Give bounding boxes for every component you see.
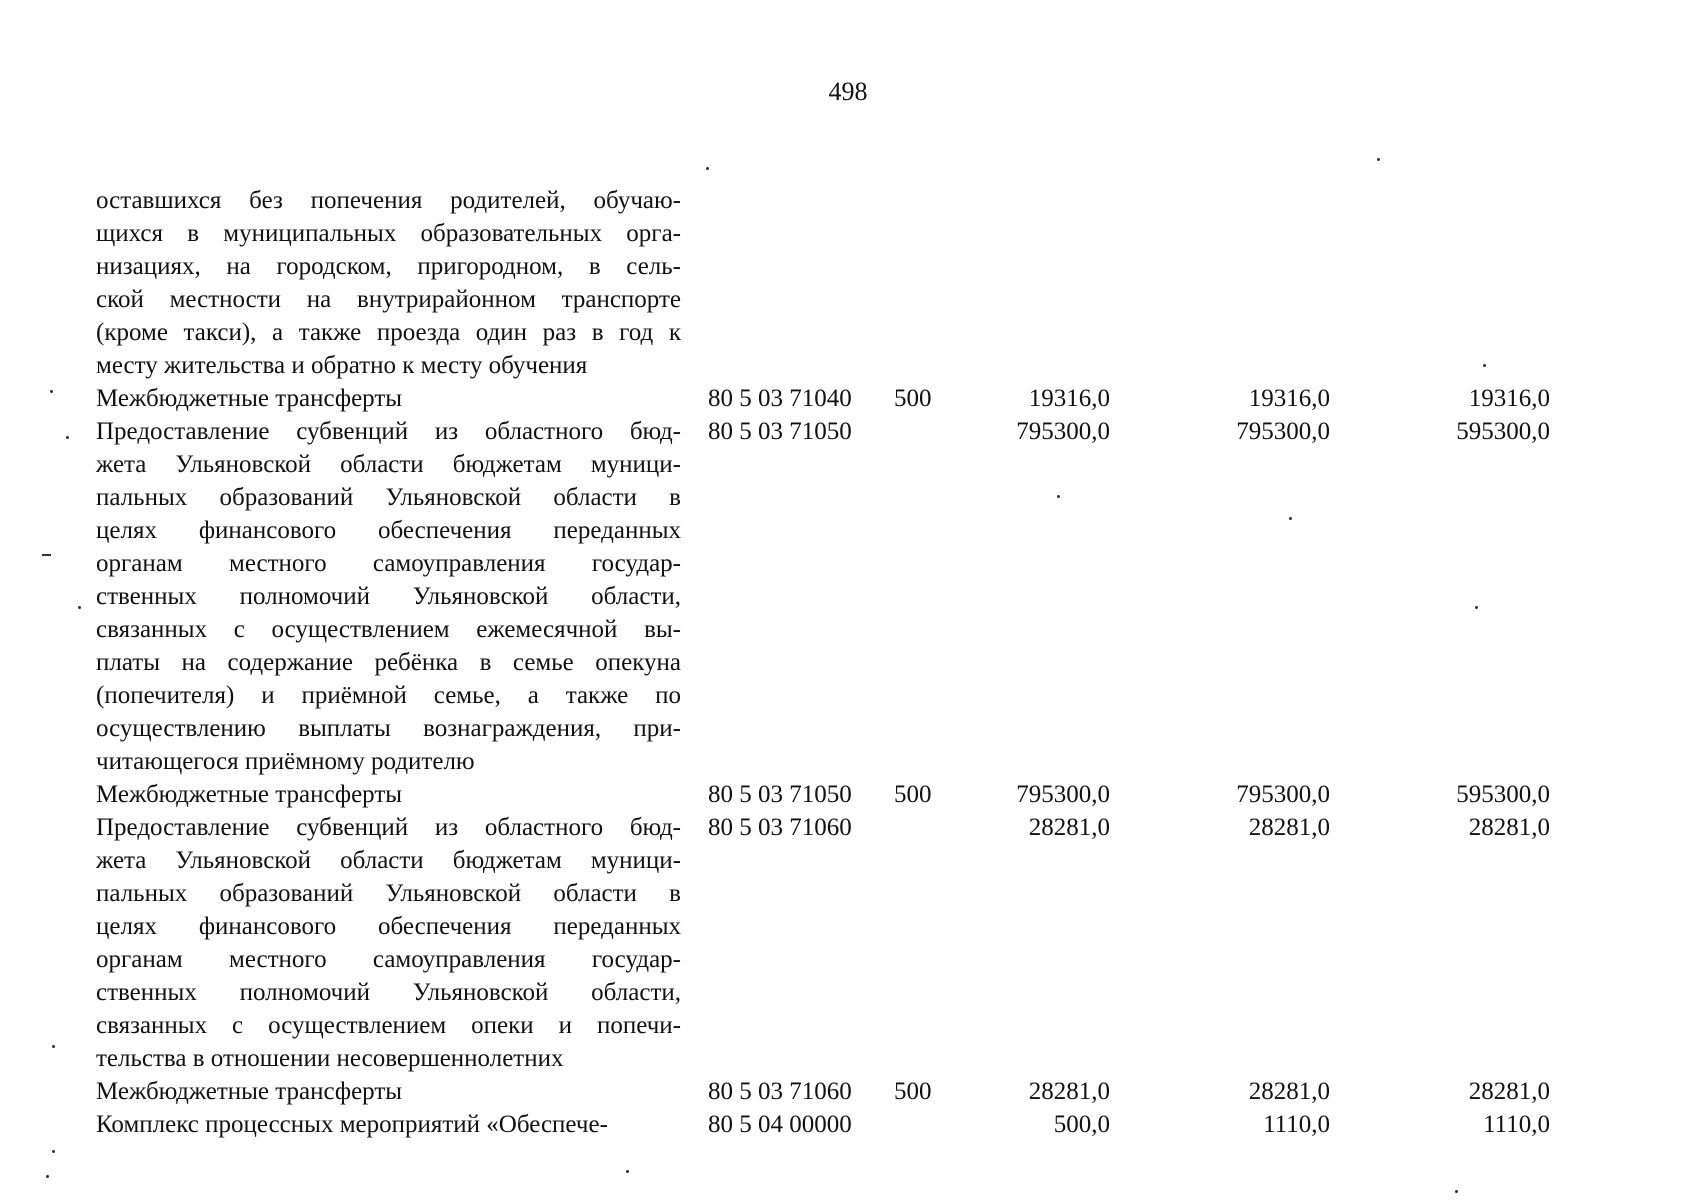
amount-year-2: 1110,0	[1263, 1111, 1330, 1138]
expense-type: 500	[894, 781, 932, 808]
description-line: щихся в муниципальных образовательных орга-	[96, 220, 681, 247]
scan-speck	[50, 390, 53, 393]
description-line: жета Ульяновской области бюджетам муници-	[96, 847, 681, 874]
amount-year-2: 795300,0	[1236, 781, 1330, 808]
description-line: низациях, на городском, пригородном, в сель-	[96, 253, 681, 280]
description-line: Предоставление субвенций из областного бюд-	[96, 418, 681, 445]
scan-speck	[46, 1175, 49, 1178]
amount-year-3: 28281,0	[1468, 814, 1550, 841]
amount-year-3: 28281,0	[1468, 1078, 1550, 1105]
budget-code: 80 5 03 71040	[708, 385, 852, 412]
amount-year-1: 28281,0	[1028, 1078, 1110, 1105]
description-line: платы на содержание ребёнка в семье опекуна	[96, 649, 681, 676]
description-line: ственных полномочий Ульяновской области,	[96, 583, 681, 610]
amount-year-2: 28281,0	[1248, 1078, 1330, 1105]
scan-speck	[1289, 517, 1292, 520]
description-line: связанных с осуществлением ежемесячной вы-	[96, 616, 681, 643]
scan-speck	[78, 606, 81, 609]
amount-year-2: 19316,0	[1248, 385, 1330, 412]
scan-speck	[1483, 364, 1486, 367]
amount-year-1: 795300,0	[1016, 418, 1110, 445]
page-number: 498	[828, 77, 868, 106]
description-line: Предоставление субвенций из областного бюд-	[96, 814, 681, 841]
scan-speck	[52, 1045, 55, 1048]
description-line: осуществлению выплаты вознаграждения, при-	[96, 715, 681, 742]
scan-speck	[66, 436, 69, 439]
description-line: (кроме такси), а также проезда один раз в год к	[96, 319, 681, 346]
description-line: пальных образований Ульяновской области в	[96, 484, 681, 511]
budget-code: 80 5 03 71060	[708, 1078, 852, 1105]
description-line: органам местного самоуправления государ-	[96, 946, 681, 973]
expense-type: 500	[894, 1078, 932, 1105]
description-line: ственных полномочий Ульяновской области,	[96, 979, 681, 1006]
amount-year-3: 595300,0	[1456, 781, 1550, 808]
row-description	[96, 184, 681, 382]
description-line: ской местности на внутрирайонном транспорте	[96, 286, 681, 313]
description-line: органам местного самоуправления государ-	[96, 550, 681, 577]
scan-speck	[52, 1150, 55, 1153]
description-line: тельства в отношении несовершеннолетних	[96, 1045, 564, 1072]
row-description	[96, 811, 681, 1075]
description-line: целях финансового обеспечения переданных	[96, 913, 681, 940]
amount-year-2: 795300,0	[1236, 418, 1330, 445]
row-description: Межбюджетные трансферты	[96, 781, 403, 808]
amount-year-3: 1110,0	[1483, 1111, 1550, 1138]
amount-year-1: 28281,0	[1028, 814, 1110, 841]
budget-code: 80 5 04 00000	[708, 1111, 852, 1138]
description-line: месту жительства и обратно к месту обучения	[96, 352, 588, 379]
amount-year-2: 28281,0	[1248, 814, 1330, 841]
scan-speck	[706, 167, 709, 170]
scan-speck	[626, 1170, 629, 1173]
row-description: Межбюджетные трансферты	[96, 385, 403, 412]
amount-year-3: 19316,0	[1468, 385, 1550, 412]
description-line: читающегося приёмному родителю	[96, 748, 475, 775]
scan-speck	[1377, 158, 1380, 161]
description-line: связанных с осуществлением опеки и попечи-	[96, 1012, 681, 1039]
scan-speck	[1475, 606, 1478, 609]
scan-speck	[1057, 495, 1060, 498]
amount-year-1: 500,0	[1053, 1111, 1110, 1138]
amount-year-1: 795300,0	[1016, 781, 1110, 808]
description-line: целях финансового обеспечения переданных	[96, 517, 681, 544]
row-description: Межбюджетные трансферты	[96, 1078, 403, 1105]
amount-year-1: 19316,0	[1028, 385, 1110, 412]
description-line: пальных образований Ульяновской области в	[96, 880, 681, 907]
amount-year-3: 595300,0	[1456, 418, 1550, 445]
row-description: Комплекс процессных мероприятий «Обеспече-	[96, 1111, 608, 1138]
expense-type: 500	[894, 385, 932, 412]
budget-code: 80 5 03 71050	[708, 418, 852, 445]
budget-code: 80 5 03 71050	[708, 781, 852, 808]
description-line: (попечителя) и приёмной семье, а также по	[96, 682, 681, 709]
description-line: оставшихся без попечения родителей, обучаю-	[96, 187, 681, 214]
row-description	[96, 415, 681, 778]
budget-code: 80 5 03 71060	[708, 814, 852, 841]
scan-speck	[42, 554, 51, 556]
description-line: жета Ульяновской области бюджетам муници-	[96, 451, 681, 478]
scan-speck	[1455, 1190, 1458, 1193]
